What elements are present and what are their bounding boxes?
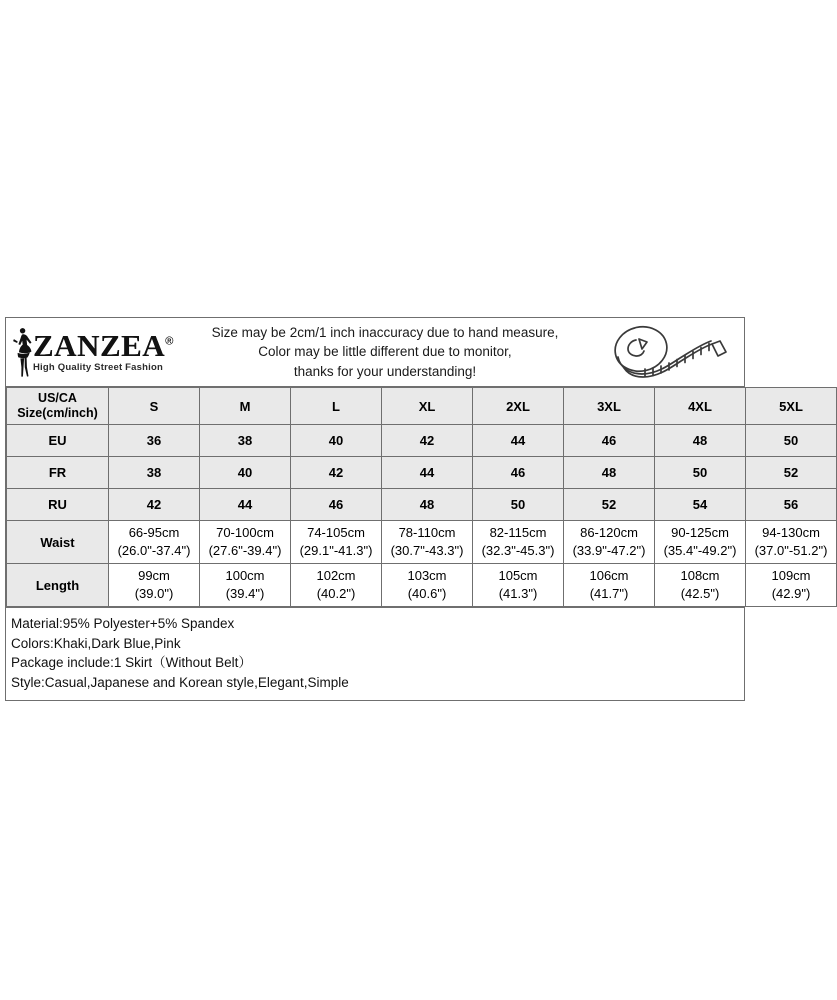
cell-length-4xl — [655, 564, 746, 607]
corner-label — [7, 388, 109, 425]
cell-eu-2xl: 44 — [473, 425, 564, 457]
cell-waist-2xl — [473, 521, 564, 564]
column-header-2xl: 2XL — [473, 388, 564, 425]
cell-waist-3xl — [564, 521, 655, 564]
brand-name: ZANZEA® — [33, 328, 174, 364]
registered-mark: ® — [165, 335, 174, 348]
cell-length-2xl-inch: (41.3") — [498, 586, 538, 601]
column-header-s: S — [109, 388, 200, 425]
description-material: Material:95% Polyester+5% Spandex — [11, 616, 235, 631]
cell-waist-5xl-inch: (37.0"-51.2") — [754, 543, 828, 558]
cell-ru-4xl: 54 — [655, 489, 746, 521]
size-chart-card — [5, 317, 828, 701]
cell-length-5xl-inch: (42.9") — [771, 586, 811, 601]
cell-fr-3xl: 48 — [564, 457, 655, 489]
cell-fr-xl: 44 — [382, 457, 473, 489]
table-header-row — [7, 388, 837, 425]
cell-eu-4xl: 48 — [655, 425, 746, 457]
column-header-xl: XL — [382, 388, 473, 425]
table-row — [7, 457, 837, 489]
cell-length-xl — [382, 564, 473, 607]
cell-length-l-cm: 102cm — [316, 568, 356, 584]
cell-ru-s: 42 — [109, 489, 200, 521]
cell-length-5xl-cm: 109cm — [771, 568, 811, 584]
cell-length-5xl — [746, 564, 837, 607]
row-label-fr: FR — [7, 457, 109, 489]
notice-line-2: Color may be little different due to monitor, — [258, 344, 512, 360]
cell-length-3xl-cm: 106cm — [589, 568, 629, 584]
column-header-m: M — [200, 388, 291, 425]
cell-eu-l: 40 — [291, 425, 382, 457]
column-header-3xl: 3XL — [564, 388, 655, 425]
measuring-tape — [594, 323, 744, 381]
cell-waist-m-inch: (27.6"-39.4") — [208, 543, 282, 558]
cell-length-m — [200, 564, 291, 607]
cell-fr-s: 38 — [109, 457, 200, 489]
cell-fr-2xl: 46 — [473, 457, 564, 489]
cell-length-m-inch: (39.4") — [225, 586, 265, 601]
row-label-ru: RU — [7, 489, 109, 521]
cell-ru-3xl: 52 — [564, 489, 655, 521]
measurement-notice — [166, 323, 594, 382]
cell-waist-5xl — [746, 521, 837, 564]
description-colors: Colors:Khaki,Dark Blue,Pink — [11, 635, 181, 651]
row-label-waist: Waist — [7, 521, 109, 564]
cell-eu-m: 38 — [200, 425, 291, 457]
cell-waist-5xl-cm: 94-130cm — [762, 525, 820, 541]
cell-ru-xl: 48 — [382, 489, 473, 521]
row-label-eu: EU — [7, 425, 109, 457]
description-style: Style:Casual,Japanese and Korean style,Elegant,Simple — [11, 674, 349, 690]
cell-length-s-inch: (39.0") — [134, 586, 174, 601]
column-header-4xl: 4XL — [655, 388, 746, 425]
table-row — [7, 521, 837, 564]
cell-length-3xl-inch: (41.7") — [589, 586, 629, 601]
cell-waist-4xl — [655, 521, 746, 564]
cell-waist-3xl-cm: 86-120cm — [580, 525, 638, 541]
size-table — [6, 387, 837, 607]
notice-line-1: Size may be 2cm/1 inch inaccuracy due to hand measure, — [211, 324, 559, 340]
cell-length-xl-inch: (40.6") — [407, 586, 447, 601]
corner-label-line-1: US/CA — [38, 391, 77, 406]
cell-eu-xl: 42 — [382, 425, 473, 457]
cell-length-l-inch: (40.2") — [316, 586, 356, 601]
cell-waist-3xl-inch: (33.9"-47.2") — [572, 543, 646, 558]
cell-waist-2xl-cm: 82-115cm — [489, 525, 547, 541]
row-label-length: Length — [7, 564, 109, 607]
column-header-5xl: 5XL — [746, 388, 837, 425]
cell-fr-l: 42 — [291, 457, 382, 489]
cell-waist-l — [291, 521, 382, 564]
cell-waist-4xl-inch: (35.4"-49.2") — [663, 543, 737, 558]
cell-waist-xl — [382, 521, 473, 564]
cell-length-m-cm: 100cm — [225, 568, 265, 584]
cell-waist-m-cm: 70-100cm — [216, 525, 274, 541]
table-row — [7, 564, 837, 607]
cell-fr-m: 40 — [200, 457, 291, 489]
cell-waist-s-inch: (26.0"-37.4") — [117, 543, 191, 558]
cell-length-s — [109, 564, 200, 607]
cell-length-4xl-inch: (42.5") — [680, 586, 720, 601]
cell-ru-5xl: 56 — [746, 489, 837, 521]
cell-eu-5xl: 50 — [746, 425, 837, 457]
column-header-l: L — [291, 388, 382, 425]
woman-silhouette-icon — [10, 326, 34, 378]
cell-waist-l-cm: 74-105cm — [307, 525, 365, 541]
cell-length-xl-cm: 103cm — [407, 568, 447, 584]
notice-line-3: thanks for your understanding! — [293, 363, 477, 379]
cell-waist-l-inch: (29.1"-41.3") — [299, 543, 373, 558]
cell-waist-m — [200, 521, 291, 564]
cell-waist-4xl-cm: 90-125cm — [671, 525, 729, 541]
cell-length-l — [291, 564, 382, 607]
brand-logo — [6, 326, 174, 378]
cell-length-2xl — [473, 564, 564, 607]
cell-length-s-cm: 99cm — [138, 568, 170, 584]
cell-ru-l: 46 — [291, 489, 382, 521]
cell-waist-xl-inch: (30.7"-43.3") — [390, 543, 464, 558]
cell-fr-4xl: 50 — [655, 457, 746, 489]
measuring-tape-icon — [605, 323, 733, 381]
table-row — [7, 425, 837, 457]
cell-length-3xl — [564, 564, 655, 607]
description-package: Package include:1 Skirt（Without Belt） — [11, 655, 252, 671]
cell-waist-s — [109, 521, 200, 564]
cell-ru-2xl: 50 — [473, 489, 564, 521]
cell-eu-3xl: 46 — [564, 425, 655, 457]
brand-tagline: High Quality Street Fashion — [33, 361, 163, 373]
cell-length-4xl-cm: 108cm — [680, 568, 720, 584]
cell-ru-m: 44 — [200, 489, 291, 521]
cell-eu-s: 36 — [109, 425, 200, 457]
chart-header-banner — [6, 318, 744, 387]
cell-waist-2xl-inch: (32.3"-45.3") — [481, 543, 555, 558]
cell-fr-5xl: 52 — [746, 457, 837, 489]
cell-waist-s-cm: 66-95cm — [128, 525, 180, 541]
product-description — [6, 607, 744, 700]
cell-length-2xl-cm: 105cm — [498, 568, 538, 584]
table-row — [7, 489, 837, 521]
corner-label-line-2: Size(cm/inch) — [17, 406, 98, 420]
cell-waist-xl-cm: 78-110cm — [398, 525, 456, 541]
